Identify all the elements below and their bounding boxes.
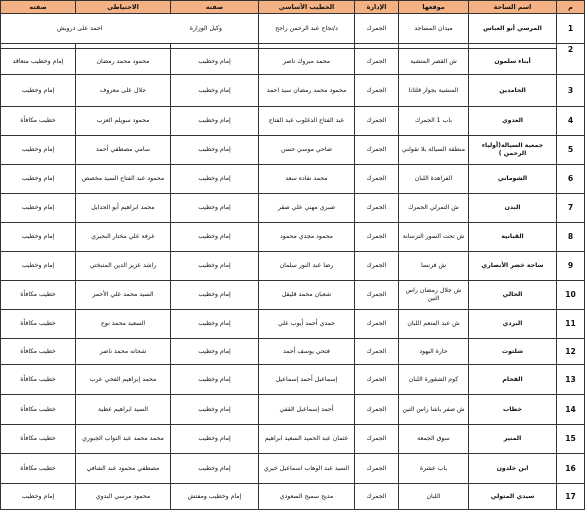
reserve-khateeb: عرفة علي مختار البحيري [76,223,171,252]
square-location: ميدان المساجد [399,14,469,44]
square-location: ش صفر باشا راس التين [399,395,469,425]
square-name: أبناء سلمون [469,49,557,75]
khateeb-title: إمام وخطيب ومفتش [171,484,259,510]
row-number: 5 [557,136,585,165]
header-reserve: الاحتياطي [76,1,171,14]
main-khateeb: أحمد إسماعيل القفي [259,395,355,425]
reserve-khateeb: محمود محمد رمضان [76,49,171,75]
table-row [1,310,585,339]
reserve-title: إمام وخطيب [1,484,76,510]
reserve-title: خطيب مكافأة [1,395,76,425]
table-row [1,75,585,107]
reserve-khateeb: احمد على درويش [57,24,103,32]
khateeb-title: إمام وخطيب [171,252,259,281]
khateeb-title: إمام وخطيب [171,49,259,75]
square-name: الحامدين [469,75,557,107]
administration: الجمرك [355,281,399,310]
square-location: ش التمرلي الجمرك [399,194,469,223]
row-number: 11 [557,310,585,339]
main-khateeb: محمد نفاده سعد [259,165,355,194]
row-number: 17 [557,484,585,510]
row-number: 8 [557,223,585,252]
reserve-title: إمام وخطيب [1,194,76,223]
square-location: المنشية بجوار قلثانا [399,75,469,107]
table-row [1,136,585,165]
main-khateeb: شعبان محمد قليقل [259,281,355,310]
square-location: كوم الشقورة اللبان [399,365,469,395]
table-row [1,339,585,365]
reserve-khateeb: محمد إبراهيم الفحي عرب [76,365,171,395]
square-name: ساحة خضر الأنصاري [469,252,557,281]
table-row [1,454,585,484]
main-khateeb: فتحي يوسف أحمد [259,339,355,365]
reserve-title: خطيب مكافأة [1,107,76,136]
khateeb-title: إمام وخطيب [171,107,259,136]
square-name: شلتوت [469,339,557,365]
main-khateeb: السيد عبد الوهاب اسماعيل خيري [259,454,355,484]
main-khateeb: محمود مجدي محمود [259,223,355,252]
khateeb-title: إمام وخطيب [171,136,259,165]
header-sifa: صفته [171,1,259,14]
reserve-khateeb: محمد محمد عبد التواب الجبوري [76,425,171,454]
administration: الجمرك [355,339,399,365]
row-number: 1 [557,14,585,44]
main-khateeb: صبري مهني علي صقر [259,194,355,223]
table-row [1,49,585,75]
administration: الجمرك [355,136,399,165]
square-name: خطاب [469,395,557,425]
square-name: القبانية [469,223,557,252]
main-khateeb: رضا عبد النور سلمان [259,252,355,281]
main-khateeb: محمود محمد رمضان سيد احمد [259,75,355,107]
administration: الجمرك [355,395,399,425]
reserve-title: إمام وخطيب [1,252,76,281]
square-name: الفحام [469,365,557,395]
square-location: ش فرنسا [399,252,469,281]
reserve-title: خطيب مكافأة [1,310,76,339]
table-row [1,165,585,194]
square-location: باب 1 الجمرك [399,107,469,136]
table-row [1,484,585,510]
reserve-title: خطيب مكافأة [1,454,76,484]
administration: الجمرك [355,425,399,454]
square-name: الحالي [469,281,557,310]
square-location: ش عبد المنعم اللبان [399,310,469,339]
header-num: م [557,1,585,14]
main-khateeb: إسماعيل أحمد إسماعيل [259,365,355,395]
header-khateeb: الخطيب الأساسي [259,1,355,14]
administration: الجمرك [355,310,399,339]
main-khateeb: عثمان عبد الحميد السعيد ابراهيم [259,425,355,454]
square-name: ابن خلدون [469,454,557,484]
khateeb-title: إمام وخطيب [171,339,259,365]
row-number: 4 [557,107,585,136]
square-location: سوق الجمعة [399,425,469,454]
administration: الجمرك [355,454,399,484]
table-row [1,395,585,425]
reserve-title: خطيب مكافأة [1,365,76,395]
square-name: سيدي المتولي [469,484,557,510]
row-number: 14 [557,395,585,425]
reserve-khateeb: محمود عبد الفتاح السيد مخصص [76,165,171,194]
main-khateeb: عبد الفتاح الدغلوب عبد الفتاح [259,107,355,136]
reserve-khateeb: السيد ابراهيم عطية [76,395,171,425]
khateeb-title: إمام وخطيب [171,425,259,454]
khateeb-title: إمام وخطيب [171,75,259,107]
reserve-title: إمام وخطيب متعاقد [1,49,76,75]
table-row [1,14,585,44]
row-number: 2 [557,44,585,75]
main-khateeb: د/نجاح عبد الرحمن راجح [259,14,355,44]
khateeb-title: إمام وخطيب [171,454,259,484]
square-location: حارة اليهود [399,339,469,365]
khateeb-title: إمام وخطيب [171,395,259,425]
square-name: المرسي أبو العباس [469,14,557,44]
administration: الجمرك [355,14,399,44]
square-location: الفراهدة اللبان [399,165,469,194]
square-name: الشوماني [469,165,557,194]
main-khateeb: محمد مبروك ناصر [259,49,355,75]
row-number: 6 [557,165,585,194]
square-location: ش تحت السور الترسانة [399,223,469,252]
square-location: باب عشرة [399,454,469,484]
administration: الجمرك [355,165,399,194]
administration: الجمرك [355,484,399,510]
administration: الجمرك [355,252,399,281]
header-admin: الإدارة [355,1,399,14]
khateeb-title: إمام وخطيب [171,365,259,395]
reserve-khateeb: جلال على معروف [76,75,171,107]
reserve-khateeb: محمد ابراهيم أبو الجدايل [76,194,171,223]
administration: الجمرك [355,194,399,223]
reserve-khateeb: السعيد محمد نوح [76,310,171,339]
reserve-khateeb: مصطفي محمود عبد الشافي [76,454,171,484]
reserve-title: خطيب مكافأة [1,425,76,454]
administration: الجمرك [355,223,399,252]
reserve-title: إمام وخطيب [1,165,76,194]
administration: الجمرك [355,75,399,107]
merged-reserve-cell [1,14,259,44]
main-khateeb: مديح سميح السعودي [259,484,355,510]
reserve-khateeb: سامي مصطفي أحمد [76,136,171,165]
row-number: 13 [557,365,585,395]
square-name: البدن [469,194,557,223]
reserve-khateeb: محمود سويلم العزب [76,107,171,136]
reserve-title: إمام وخطيب [1,223,76,252]
row-number: 12 [557,339,585,365]
table-row [1,425,585,454]
square-name: البردي [469,310,557,339]
header-reserve-sifa: صفته [1,1,76,14]
reserve-title: إمام وخطيب [1,136,76,165]
header-row [1,1,585,14]
reserve-title: خطيب مكافأة [1,281,76,310]
table-row [1,252,585,281]
reserve-khateeb: محمود مرسي البدوي [76,484,171,510]
administration: الجمرك [355,107,399,136]
header-location: موقعها [399,1,469,14]
square-location: منطقة السيالة بلا تقولني [399,136,469,165]
main-khateeb: ضاحي موسي حسن [259,136,355,165]
reserve-khateeb: شحاته محمد ناصر [76,339,171,365]
main-khateeb: حمدي أحمد أيوب علي [259,310,355,339]
row-number: 3 [557,75,585,107]
row-number: 15 [557,425,585,454]
header-name: اسم الساحة [469,1,557,14]
khateeb-title: إمام وخطيب [171,310,259,339]
square-location: ش القصر المتشية [399,49,469,75]
square-name: العدوي [469,107,557,136]
administration: الجمرك [355,49,399,75]
table-row [1,194,585,223]
khateeb-title: وكيل الوزارة [189,24,222,32]
reserve-khateeb: راشد عزيز الدين المتبختي [76,252,171,281]
khateeb-title: إمام وخطيب [171,165,259,194]
square-name: جمعية السيالة(أولياء الرحمن ) [469,136,557,165]
square-name: المنير [469,425,557,454]
table-row [1,107,585,136]
administration: الجمرك [355,365,399,395]
reserve-title: خطيب مكافأة [1,339,76,365]
row-number: 16 [557,454,585,484]
square-location: ش جلال رمضان راس التين [399,281,469,310]
row-number: 10 [557,281,585,310]
reserve-khateeb: السيد محمد علي الأحمر [76,281,171,310]
khateeb-title: إمام وخطيب [171,194,259,223]
table-row [1,223,585,252]
reserve-title: إمام وخطيب [1,75,76,107]
square-location: اللبان [399,484,469,510]
row-number: 7 [557,194,585,223]
khateeb-title: إمام وخطيب [171,281,259,310]
row-number: 9 [557,252,585,281]
table-row [1,281,585,310]
table-row [1,365,585,395]
khateeb-title: إمام وخطيب [171,223,259,252]
